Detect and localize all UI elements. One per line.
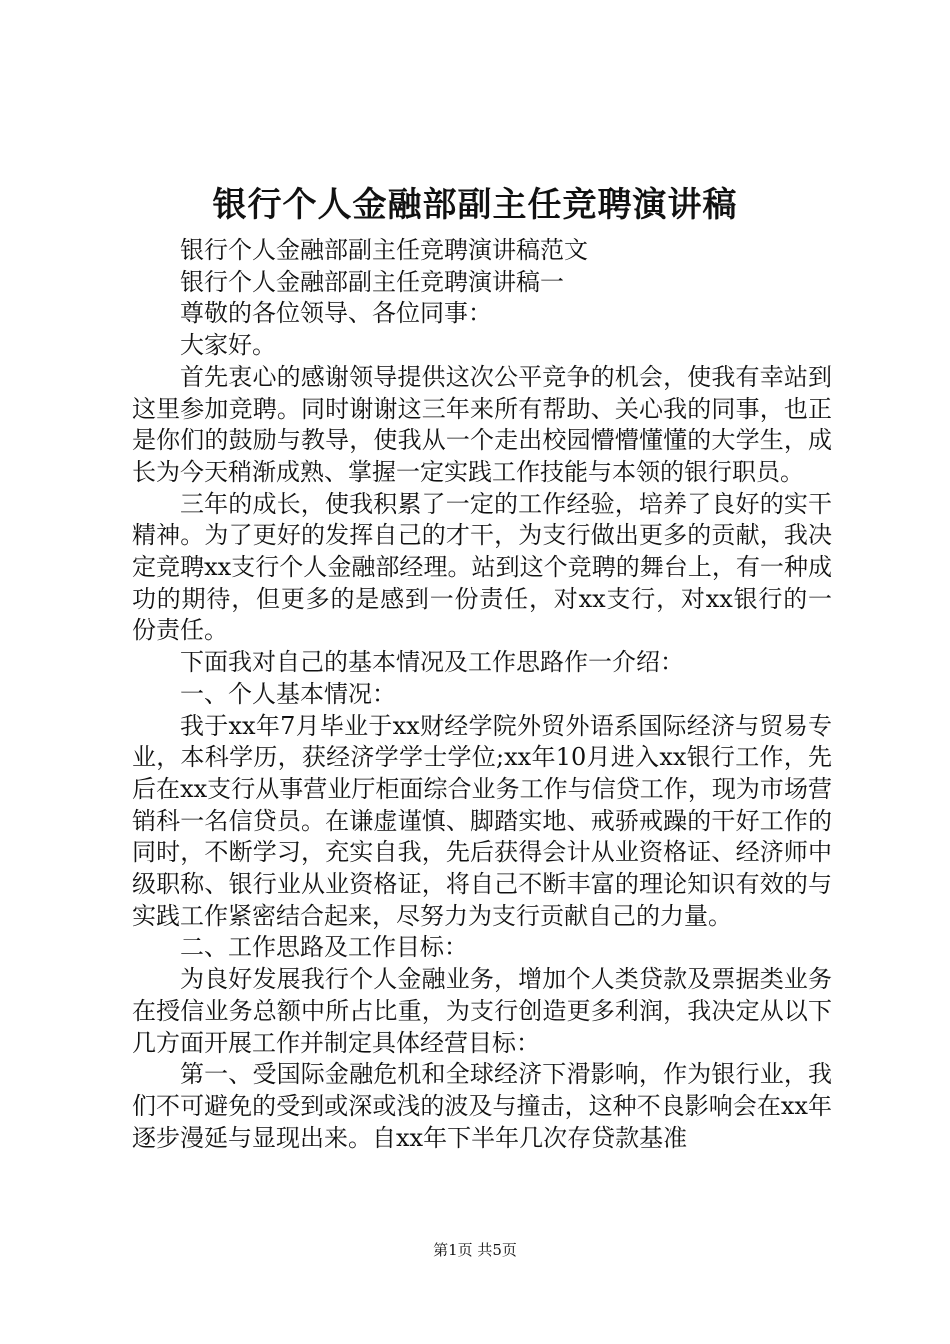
paragraph-basic-info: 我于xx年7月毕业于xx财经学院外贸外语系国际经济与贸易专业，本科学历，获经济学学士学位;xx年10月进入xx银行工作，先后在xx支行从事营业厅柜面综合业务工作与信贷工作，现为市场营销科一名信贷员。在谦虚谨慎、脚踏实地、戒骄戒躁的干好工作的同时，不断学习，充实自我，先后获得会计从业资格证、经济师中级职称、银行业从业资格证，将自己不断丰富的理论知识有效的与实践工作紧密结合起来，尽努力为支行贡献自己的力量。 [132,711,832,930]
paragraph-first-point: 第一、受国际金融危机和全球经济下滑影响，作为银行业，我们不可避免的受到或深或浅的波及与撞击，这种不良影响会在xx年逐步漫延与显现出来。自xx年下半年几次存贷款基准 [132,1060,832,1152]
paragraph-thanks: 首先衷心的感谢领导提供这次公平竞争的机会，使我有幸站到这里参加竞聘。同时谢谢这三年来所有帮助、关心我的同事，也正是你们的鼓励与教导，使我从一个走出校园懵懵懂懂的大学生，成长为今天稍渐成熟、掌握一定实践工作技能与本领的银行职员。 [132,362,832,486]
document-title: 银行个人金融部副主任竞聘演讲稿 [212,185,738,225]
paragraph-greeting: 大家好。 [180,331,276,360]
paragraph-salutation: 尊敬的各位领导、各位同事： [180,299,492,328]
section-heading-work-plan: 二、工作思路及工作目标： [180,933,468,962]
page-footer: 第1页 共5页 [433,1241,517,1259]
paragraph-heading: 银行个人金融部副主任竞聘演讲稿一 [180,267,564,296]
paragraph-work-plan: 为良好发展我行个人金融业务，增加个人类贷款及票据类业务在授信业务总额中所占比重，为支行创造更多利润，我决定从以下几方面开展工作并制定具体经营目标： [132,965,832,1057]
paragraph-growth: 三年的成长，使我积累了一定的工作经验，培养了良好的实干精神。为了更好的发挥自己的才干，为支行做出更多的贡献，我决定竞聘xx支行个人金融部经理。站到这个竞聘的舞台上，有一种成功的期待，但更多的是感到一份责任，对xx支行，对xx银行的一份责任。 [132,489,832,645]
paragraph-subtitle: 银行个人金融部副主任竞聘演讲稿范文 [180,236,588,264]
section-heading-basic-info: 一、个人基本情况： [180,679,396,708]
document-body [132,235,832,1154]
paragraph-intro: 下面我对自己的基本情况及工作思路作一介绍： [180,648,684,677]
